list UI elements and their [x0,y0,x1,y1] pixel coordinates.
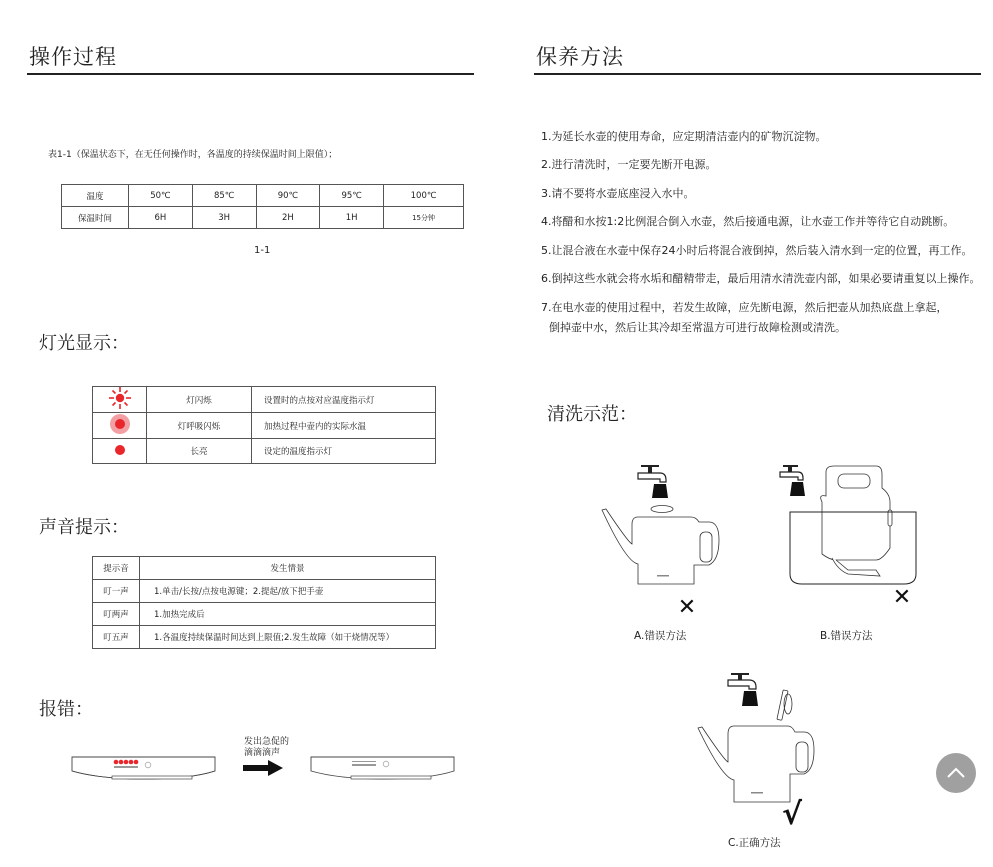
table-cell: 6H [129,207,193,229]
maintenance-step: 2.进行清洗时，一定要先断开电源。 [541,158,717,171]
sound-prompt-title: 声音提示： [39,517,129,538]
breathing-light-icon [109,413,131,435]
sound-desc: 1.各温度持续保温时间达到上限值;2.发生故障（如干烧情况等） [140,626,436,649]
table-row [93,580,436,603]
light-name: 灯呼吸闪烁 [147,413,252,439]
table-row [93,439,436,464]
section-divider [534,73,981,75]
figure-caption: A.错误方法 [634,630,687,642]
sound-name: 叮两声 [93,603,140,626]
table-row [62,207,464,229]
table-row [93,626,436,649]
error-title: 报错： [39,699,93,720]
figure-caption: C.正确方法 [728,837,781,849]
table-cell: 温度 [62,185,129,207]
faucet-icon [780,465,805,496]
maintenance-step: 3.请不要将水壶底座浸入水中。 [541,187,695,200]
maintenance-step: 1.为延长水壶的使用寿命，应定期清洁壶内的矿物沉淀物。 [541,130,827,143]
table-cell: 保温时间 [62,207,129,229]
arrow-text-line: 滴滴滴声 [244,748,281,758]
maintenance-step: 7.在电水壶的使用过程中，若发生故障，应先断电源，然后把壶从加热底盘上拿起， [541,301,948,314]
table-cell: 100℃ [384,185,464,207]
faucet-icon [728,673,758,706]
faucet-icon [638,465,668,498]
table-row [93,387,436,413]
heating-base-flashing-illustration [70,755,218,783]
icon-cell [93,387,147,413]
sound-table [92,556,436,649]
check-mark: √ [781,797,803,828]
chevron-up-icon [946,767,966,779]
sound-name: 叮五声 [93,626,140,649]
light-desc: 设定的温度指示灯 [252,439,436,464]
table-row [93,413,436,439]
steady-light-icon [114,444,126,456]
arrow-right-icon [243,760,283,776]
table-header: 发生情景 [140,557,436,580]
table-row [93,557,436,580]
kettle-wrong-method-a-illustration [598,462,724,618]
table-cell: 15分钟 [384,207,464,229]
light-desc: 设置时的点按对应温度指示灯 [252,387,436,413]
figure-caption: B.错误方法 [820,630,873,642]
keep-warm-table [61,184,464,229]
maintenance-step: 5.让混合液在水壶中保存24小时后将混合液倒掉，然后装入清水到一定的位置，再工作。 [541,244,973,257]
arrow-text-line: 发出急促的 [244,737,290,747]
light-table [92,386,436,464]
arrow-text [244,737,289,759]
table-cell: 50℃ [129,185,193,207]
table-caption: 表1-1（保温状态下，在无任何操作时，各温度的持续保温时间上限值）； [48,150,338,160]
table-cell: 90℃ [256,185,320,207]
sound-desc: 1.加热完成后 [140,603,436,626]
table-label: 1-1 [254,245,271,256]
flash-light-icon [108,387,132,409]
sound-name: 叮一声 [93,580,140,603]
table-cell: 2H [256,207,320,229]
table-row [93,603,436,626]
scroll-top-button[interactable] [936,753,976,793]
light-display-title: 灯光显示： [39,333,129,354]
section-title-maintenance: 保养方法 [536,45,624,69]
table-header: 提示音 [93,557,140,580]
sound-desc: 1.单击/长按/点按电源键；2.提起/放下把手壶 [140,580,436,603]
section-divider [27,73,474,75]
cross-mark: ✕ [892,585,912,608]
cross-mark: ✕ [677,595,697,618]
clean-demo-title: 清洗示范： [547,404,637,425]
icon-cell [93,413,147,439]
table-cell: 95℃ [320,185,384,207]
icon-cell [93,439,147,464]
maintenance-step: 6.倒掉这些水就会将水垢和醋精带走，最后用清水清洗壶内部，如果必要请重复以上操作。 [541,272,981,285]
maintenance-step: 倒掉壶中水，然后让其冷却至常温方可进行故障检测或清洗。 [549,321,846,334]
section-title-operation: 操作过程 [29,45,117,69]
light-name: 长亮 [147,439,252,464]
kettle-wrong-method-b-illustration [778,462,920,608]
table-cell: 3H [192,207,256,229]
table-cell: 85℃ [192,185,256,207]
maintenance-step: 4.将醋和水按1:2比例混合倒入水壶，然后接通电源，让水壶工作并等待它自动跳断。 [541,215,955,228]
light-name: 灯闪烁 [147,387,252,413]
kettle-correct-method-illustration [694,668,820,828]
table-row [62,185,464,207]
kettle-lid-icon [777,690,792,720]
light-desc: 加热过程中壶内的实际水温 [252,413,436,439]
table-cell: 1H [320,207,384,229]
heating-base-illustration [309,755,457,783]
